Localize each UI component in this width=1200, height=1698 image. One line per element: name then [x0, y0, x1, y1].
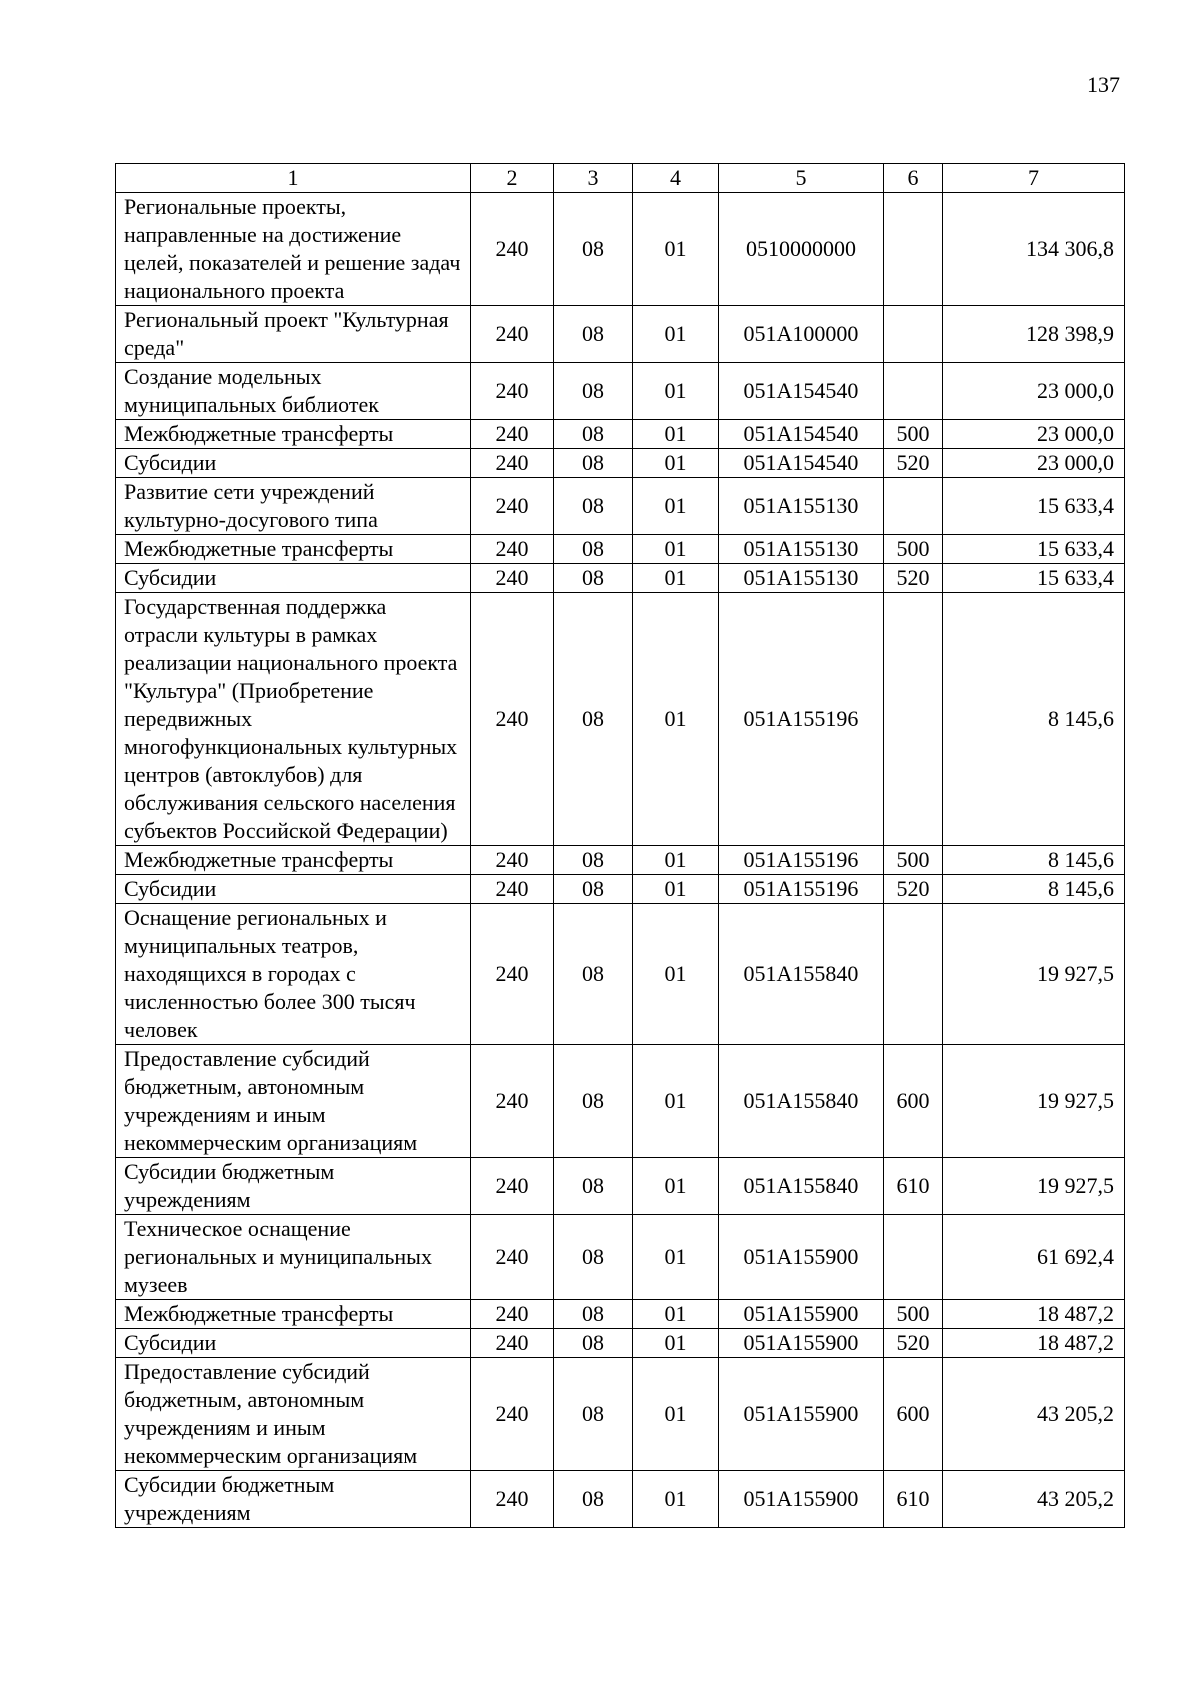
- row-cell-6: 610: [884, 1158, 943, 1215]
- row-cell-5: 051A100000: [719, 306, 884, 363]
- table-row: [116, 875, 1125, 904]
- row-cell-2: 240: [471, 193, 554, 306]
- row-cell-3: 08: [554, 478, 633, 535]
- row-cell-2: 240: [471, 306, 554, 363]
- table-row: [116, 420, 1125, 449]
- row-name-cell: Субсидии: [116, 564, 471, 593]
- row-cell-2: 240: [471, 1300, 554, 1329]
- row-cell-4: 01: [633, 564, 719, 593]
- row-cell-4: 01: [633, 875, 719, 904]
- row-cell-3: 08: [554, 593, 633, 846]
- row-cell-6: 610: [884, 1471, 943, 1528]
- row-cell-6: [884, 193, 943, 306]
- row-cell-6: 520: [884, 449, 943, 478]
- row-amount-cell: 23 000,0: [943, 363, 1125, 420]
- row-cell-4: 01: [633, 1358, 719, 1471]
- row-name-cell: Оснащение региональных и муниципальных театров, находящихся в городах с численностью более 300 тысяч человек: [116, 904, 471, 1045]
- row-cell-3: 08: [554, 564, 633, 593]
- row-cell-2: 240: [471, 875, 554, 904]
- row-cell-2: 240: [471, 564, 554, 593]
- row-cell-6: [884, 478, 943, 535]
- row-cell-4: 01: [633, 1215, 719, 1300]
- row-cell-6: [884, 904, 943, 1045]
- row-cell-5: 051A155900: [719, 1300, 884, 1329]
- table-row: [116, 1329, 1125, 1358]
- row-cell-3: 08: [554, 1158, 633, 1215]
- row-cell-4: 01: [633, 1471, 719, 1528]
- row-cell-3: 08: [554, 1215, 633, 1300]
- row-name-cell: Межбюджетные трансферты: [116, 846, 471, 875]
- row-cell-6: [884, 593, 943, 846]
- row-cell-4: 01: [633, 904, 719, 1045]
- row-cell-3: 08: [554, 1300, 633, 1329]
- row-cell-5: 051A155840: [719, 904, 884, 1045]
- column-header-2: 2: [471, 164, 554, 193]
- row-cell-4: 01: [633, 1300, 719, 1329]
- row-amount-cell: 43 205,2: [943, 1358, 1125, 1471]
- row-amount-cell: 43 205,2: [943, 1471, 1125, 1528]
- row-cell-2: 240: [471, 593, 554, 846]
- row-cell-5: 051A155196: [719, 875, 884, 904]
- row-amount-cell: 15 633,4: [943, 535, 1125, 564]
- row-cell-4: 01: [633, 193, 719, 306]
- row-cell-3: 08: [554, 420, 633, 449]
- row-cell-3: 08: [554, 1045, 633, 1158]
- row-cell-5: 051A155900: [719, 1215, 884, 1300]
- row-name-cell: Региональные проекты, направленные на достижение целей, показателей и решение задач национального проекта: [116, 193, 471, 306]
- table-row: [116, 1045, 1125, 1158]
- table-row: [116, 1471, 1125, 1528]
- row-name-cell: Межбюджетные трансферты: [116, 535, 471, 564]
- row-cell-2: 240: [471, 363, 554, 420]
- row-name-cell: Развитие сети учреждений культурно-досугового типа: [116, 478, 471, 535]
- row-cell-2: 240: [471, 846, 554, 875]
- row-cell-6: 520: [884, 564, 943, 593]
- row-cell-3: 08: [554, 904, 633, 1045]
- row-cell-3: 08: [554, 875, 633, 904]
- column-header-5: 5: [719, 164, 884, 193]
- row-cell-5: 051A155196: [719, 593, 884, 846]
- row-name-cell: Межбюджетные трансферты: [116, 420, 471, 449]
- row-cell-4: 01: [633, 1329, 719, 1358]
- row-name-cell: Техническое оснащение региональных и муниципальных музеев: [116, 1215, 471, 1300]
- table-row: [116, 535, 1125, 564]
- row-cell-4: 01: [633, 478, 719, 535]
- row-cell-6: 520: [884, 1329, 943, 1358]
- row-cell-3: 08: [554, 1329, 633, 1358]
- row-cell-4: 01: [633, 363, 719, 420]
- column-header-7: 7: [943, 164, 1125, 193]
- row-name-cell: Субсидии бюджетным учреждениям: [116, 1158, 471, 1215]
- row-name-cell: Субсидии: [116, 449, 471, 478]
- row-amount-cell: 8 145,6: [943, 593, 1125, 846]
- row-amount-cell: 19 927,5: [943, 1158, 1125, 1215]
- row-name-cell: Предоставление субсидий бюджетным, автономным учреждениям и иным некоммерческим организациям: [116, 1358, 471, 1471]
- row-name-cell: Субсидии: [116, 875, 471, 904]
- table-row: [116, 1158, 1125, 1215]
- row-cell-2: 240: [471, 1215, 554, 1300]
- row-cell-2: 240: [471, 1471, 554, 1528]
- column-header-4: 4: [633, 164, 719, 193]
- row-cell-5: 051A155130: [719, 478, 884, 535]
- table-row: [116, 478, 1125, 535]
- row-name-cell: Создание модельных муниципальных библиотек: [116, 363, 471, 420]
- row-name-cell: Государственная поддержка отрасли культуры в рамках реализации национального проекта "Культура" (Приобретение передвижных многофункциональных культурных центров (автоклубов) для обслуживания сельского населения субъектов Российской Федерации): [116, 593, 471, 846]
- column-header-6: 6: [884, 164, 943, 193]
- row-cell-5: 051A154540: [719, 449, 884, 478]
- table-row: [116, 449, 1125, 478]
- table-row: [116, 193, 1125, 306]
- budget-table: [115, 163, 1125, 1528]
- column-header-1: 1: [116, 164, 471, 193]
- table-row: [116, 1215, 1125, 1300]
- row-amount-cell: 18 487,2: [943, 1329, 1125, 1358]
- table-row: [116, 1300, 1125, 1329]
- row-cell-6: 500: [884, 535, 943, 564]
- row-cell-6: 500: [884, 846, 943, 875]
- row-amount-cell: 19 927,5: [943, 904, 1125, 1045]
- row-cell-5: 051A155900: [719, 1471, 884, 1528]
- row-cell-4: 01: [633, 420, 719, 449]
- row-cell-5: 051A155840: [719, 1045, 884, 1158]
- table-header-row: [116, 164, 1125, 193]
- row-cell-3: 08: [554, 449, 633, 478]
- table-row: [116, 593, 1125, 846]
- row-cell-2: 240: [471, 904, 554, 1045]
- row-cell-2: 240: [471, 1158, 554, 1215]
- row-cell-6: [884, 306, 943, 363]
- row-name-cell: Субсидии бюджетным учреждениям: [116, 1471, 471, 1528]
- table-row: [116, 363, 1125, 420]
- row-cell-5: 051A154540: [719, 420, 884, 449]
- table-body: [116, 164, 1125, 1528]
- row-amount-cell: 15 633,4: [943, 478, 1125, 535]
- row-cell-2: 240: [471, 449, 554, 478]
- row-cell-4: 01: [633, 846, 719, 875]
- row-cell-3: 08: [554, 1471, 633, 1528]
- row-name-cell: Региональный проект "Культурная среда": [116, 306, 471, 363]
- row-cell-6: [884, 363, 943, 420]
- row-cell-4: 01: [633, 535, 719, 564]
- row-cell-6: 600: [884, 1358, 943, 1471]
- row-cell-5: 051A155130: [719, 564, 884, 593]
- row-amount-cell: 23 000,0: [943, 449, 1125, 478]
- row-cell-6: 520: [884, 875, 943, 904]
- row-cell-4: 01: [633, 449, 719, 478]
- row-name-cell: Предоставление субсидий бюджетным, автономным учреждениям и иным некоммерческим организациям: [116, 1045, 471, 1158]
- row-cell-3: 08: [554, 306, 633, 363]
- row-cell-2: 240: [471, 1358, 554, 1471]
- row-cell-3: 08: [554, 535, 633, 564]
- row-amount-cell: 15 633,4: [943, 564, 1125, 593]
- row-cell-4: 01: [633, 593, 719, 846]
- table-row: [116, 306, 1125, 363]
- row-name-cell: Межбюджетные трансферты: [116, 1300, 471, 1329]
- row-cell-3: 08: [554, 846, 633, 875]
- row-cell-2: 240: [471, 535, 554, 564]
- row-amount-cell: 19 927,5: [943, 1045, 1125, 1158]
- row-cell-2: 240: [471, 478, 554, 535]
- row-cell-3: 08: [554, 193, 633, 306]
- row-cell-6: 500: [884, 1300, 943, 1329]
- table-row: [116, 564, 1125, 593]
- row-cell-3: 08: [554, 363, 633, 420]
- row-cell-5: 051A155900: [719, 1358, 884, 1471]
- row-cell-2: 240: [471, 1329, 554, 1358]
- row-cell-5: 051A155900: [719, 1329, 884, 1358]
- table-row: [116, 1358, 1125, 1471]
- row-cell-4: 01: [633, 306, 719, 363]
- row-name-cell: Субсидии: [116, 1329, 471, 1358]
- row-cell-2: 240: [471, 1045, 554, 1158]
- row-cell-5: 0510000000: [719, 193, 884, 306]
- table-row: [116, 904, 1125, 1045]
- row-amount-cell: 23 000,0: [943, 420, 1125, 449]
- column-header-3: 3: [554, 164, 633, 193]
- row-cell-6: 500: [884, 420, 943, 449]
- row-amount-cell: 8 145,6: [943, 875, 1125, 904]
- row-amount-cell: 18 487,2: [943, 1300, 1125, 1329]
- row-cell-4: 01: [633, 1158, 719, 1215]
- row-cell-4: 01: [633, 1045, 719, 1158]
- row-cell-5: 051A155840: [719, 1158, 884, 1215]
- row-amount-cell: 8 145,6: [943, 846, 1125, 875]
- row-amount-cell: 61 692,4: [943, 1215, 1125, 1300]
- row-cell-2: 240: [471, 420, 554, 449]
- row-cell-5: 051A155130: [719, 535, 884, 564]
- row-cell-6: 600: [884, 1045, 943, 1158]
- row-cell-3: 08: [554, 1358, 633, 1471]
- row-amount-cell: 128 398,9: [943, 306, 1125, 363]
- table-row: [116, 846, 1125, 875]
- page-number: 137: [1087, 72, 1120, 97]
- row-cell-5: 051A154540: [719, 363, 884, 420]
- row-amount-cell: 134 306,8: [943, 193, 1125, 306]
- row-cell-5: 051A155196: [719, 846, 884, 875]
- row-cell-6: [884, 1215, 943, 1300]
